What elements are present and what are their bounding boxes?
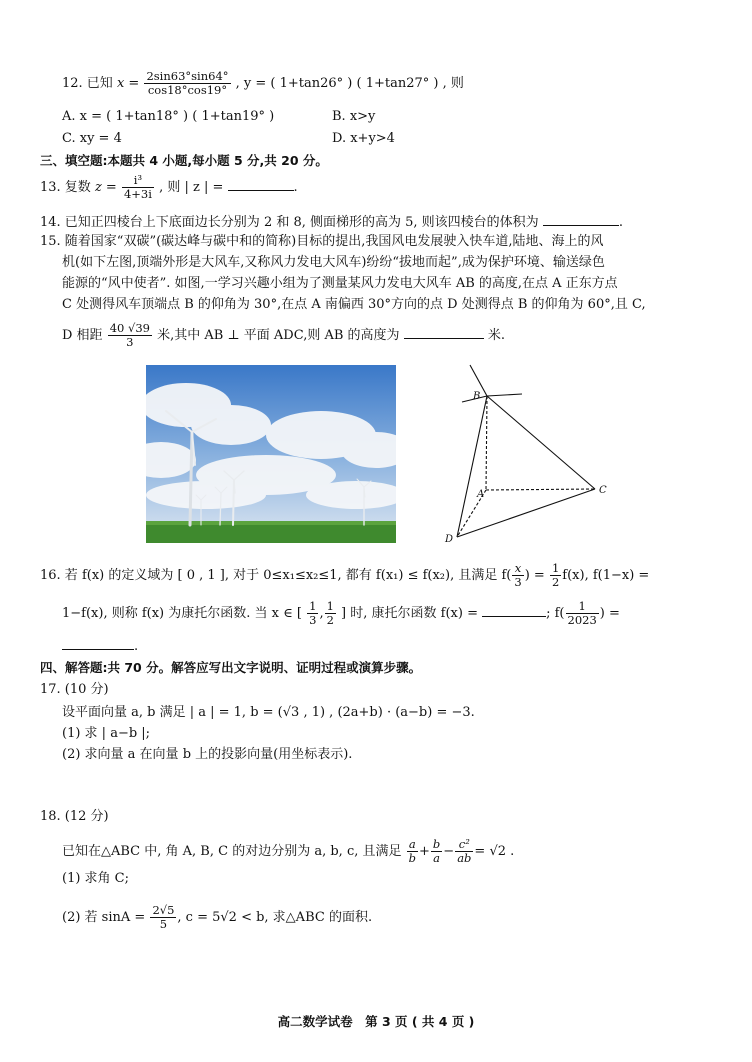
q16-l1-fx-num: x — [512, 562, 523, 576]
q18-part2 — [62, 904, 372, 931]
q17-head: 17. (10 分) — [40, 682, 109, 697]
q12-line1 — [62, 70, 464, 97]
q16-one-half-b — [325, 600, 336, 627]
q18-b-over-a — [431, 838, 442, 865]
q12-option-d: D. x+y>4 — [332, 131, 395, 146]
q16-line1 — [40, 562, 649, 589]
q13-z: z = — [94, 180, 117, 195]
q15-l5-b: 米,其中 AB ⊥ 平面 ADC,则 AB 的高度为 — [157, 328, 400, 343]
page-footer: 高二数学试卷 第 3 页 ( 共 4 页 ) — [277, 1014, 475, 1029]
geometry-diagram — [440, 360, 625, 545]
q16-l2-n1: 1 — [309, 599, 317, 613]
q18-p2-b: , c = 5√2 < b, 求△ABC 的面积. — [177, 910, 373, 925]
q16-one-third — [307, 600, 318, 627]
segment-AB — [486, 396, 487, 490]
q16-l2-d2: 2 — [326, 613, 334, 627]
q18-stem — [62, 838, 514, 865]
segment-AC — [486, 489, 595, 490]
turbine-blade-3 — [487, 394, 522, 396]
q16-line2 — [62, 600, 620, 627]
q18-f2n: b — [432, 837, 441, 851]
q16-one-half — [550, 562, 561, 589]
q18-head: 18. (12 分) — [40, 809, 109, 824]
q12-lead: 12. 已知 — [62, 76, 113, 91]
q16-l2-d1: 3 — [309, 613, 317, 627]
q18-p2-num: 2√5 — [152, 903, 175, 917]
label-D: D — [445, 534, 454, 545]
q18-p2-a: (2) 若 sinA = — [62, 910, 146, 925]
q16-answer-blank-1[interactable] — [482, 604, 546, 617]
q18-sinA-fraction — [150, 904, 176, 931]
q18-f1n: a — [407, 838, 418, 852]
q12-x-fraction — [144, 70, 230, 97]
q16-l2-b: ] 时, 康托尔函数 f(x) = — [341, 606, 478, 621]
segment-BC — [487, 396, 595, 489]
section-4-heading: 四、解答题:共 70 分。解答应写出文字说明、证明过程或演算步骤。 — [40, 660, 422, 675]
q16-l2-c: ; f( — [546, 606, 565, 621]
q12-x-den: cos18°cos19° — [147, 83, 228, 97]
q15-l5-c: 米. — [487, 328, 505, 343]
q16-line3 — [62, 637, 138, 655]
q18-plus: + — [419, 844, 430, 859]
q16-x-over-3 — [512, 562, 523, 589]
q14-line — [40, 213, 623, 231]
q15-line1: 15. 随着国家“双碳”(碳达峰与碳中和的简称)目标的提出,我国风电发展驶入快车道,陆地、海上的风 — [40, 234, 604, 249]
q18-stem-a: 已知在△ABC 中, 角 A, B, C 的对边分别为 a, b, c, 且满足 — [62, 844, 402, 859]
q15-answer-blank[interactable] — [404, 326, 484, 339]
q15-l5-den: 3 — [126, 335, 134, 349]
q15-distance-fraction — [108, 322, 152, 349]
q16-l2-n3: 1 — [566, 600, 599, 614]
q13-end: . — [293, 180, 298, 195]
q16-l1-h-num: 1 — [551, 561, 560, 575]
q12-x-lhs: x = — [116, 76, 140, 91]
q12-y-part: , y = ( 1+tan26° ) ( 1+tan27° ) , 则 — [235, 76, 464, 91]
q13-den: 4+3i — [123, 187, 152, 201]
q18-p2-den: 5 — [159, 917, 168, 931]
q12-x-num: 2sin63°sin64° — [146, 69, 229, 83]
wind-turbine-photo — [146, 365, 396, 543]
q13-lead: 13. 复数 — [40, 180, 91, 195]
q18-stem-b: = √2 . — [474, 844, 515, 859]
q18-c2-over-ab — [455, 838, 473, 865]
q14-answer-blank[interactable] — [543, 213, 619, 226]
q16-l1-b: ) = — [524, 568, 545, 583]
label-C: C — [599, 485, 607, 496]
q15-line4: C 处测得风车顶端点 B 的仰角为 30°,在点 A 南偏西 30°方向的点 D 处测得点 B 的仰角为 60°,且 C, — [62, 297, 646, 312]
segment-BD — [457, 396, 487, 537]
q14-text: 14. 已知正四棱台上下底面边长分别为 2 和 8, 侧面梯形的高为 5, 则该四棱台的体积为 — [40, 215, 539, 230]
q16-answer-blank-2[interactable] — [62, 637, 134, 650]
q18-part1: (1) 求角 C; — [62, 871, 130, 886]
q18-a-over-b — [407, 838, 418, 865]
label-A: A — [477, 489, 485, 500]
q12-option-b: B. x>y — [332, 109, 376, 124]
q16-l1-h-den: 2 — [551, 575, 560, 589]
q16-l2-d3: 2023 — [567, 613, 597, 627]
q16-l2-d: ) = — [599, 606, 620, 621]
q18-f1d: b — [408, 851, 417, 865]
q16-l2-comma: , — [319, 606, 324, 621]
q18-f3d: ab — [457, 851, 472, 865]
q17-part2: (2) 求向量 a 在向量 b 上的投影向量(用坐标表示). — [62, 747, 353, 762]
q15-line5 — [62, 322, 505, 349]
q15-line3: 能源的“风中使者”. 如图,一学习兴趣小组为了测量某风力发电大风车 AB 的高度,在点 A 正东方点 — [62, 276, 618, 291]
q18-f3n: c² — [455, 838, 473, 852]
q16-l2-n2: 1 — [326, 599, 334, 613]
q15-l5-num: 40 √39 — [109, 321, 150, 335]
q13-tail: , 则 | z | = — [159, 180, 224, 195]
q18-f2d: a — [433, 851, 441, 865]
q15-line2: 机(如下左图,顶端外形是大风车,又称风力发电大风车)纷纷“拔地而起”,成为保护环境、输送绿色 — [62, 255, 605, 270]
q12-option-a: A. x = ( 1+tan18° ) ( 1+tan19° ) — [62, 109, 275, 124]
q16-l2-a: 1−f(x), 则称 f(x) 为康托尔函数. 当 x ∈ [ — [62, 606, 302, 621]
q16-one-over-2023 — [566, 600, 599, 627]
q18-minus: − — [443, 844, 455, 859]
q14-end: . — [618, 215, 623, 230]
q13-fraction — [122, 174, 154, 201]
q13-num: i³ — [122, 174, 154, 188]
q17-stem: 设平面向量 a, b 满足 | a | = 1, b = (√3 , 1) , (2a+b) · (a−b) = −3. — [62, 705, 475, 720]
q16-l1-c: f(x), f(1−x) = — [562, 568, 650, 583]
q16-l3-end: . — [134, 639, 139, 654]
label-B: B — [473, 391, 481, 402]
q17-part1: (1) 求 | a−b |; — [62, 726, 151, 741]
q16-l1-fx-den: 3 — [514, 575, 522, 589]
q13-line — [40, 174, 298, 201]
q15-l5-a: D 相距 — [62, 328, 103, 343]
q12-option-c: C. xy = 4 — [62, 131, 122, 146]
q16-l1-a: 16. 若 f(x) 的定义域为 [ 0 , 1 ], 对于 0≤x₁≤x₂≤1, 都有 f(x₁) ≤ f(x₂), 且满足 f( — [40, 568, 512, 583]
q13-answer-blank[interactable] — [228, 178, 294, 191]
section-3-heading: 三、填空题:本题共 4 小题,每小题 5 分,共 20 分。 — [40, 153, 328, 168]
